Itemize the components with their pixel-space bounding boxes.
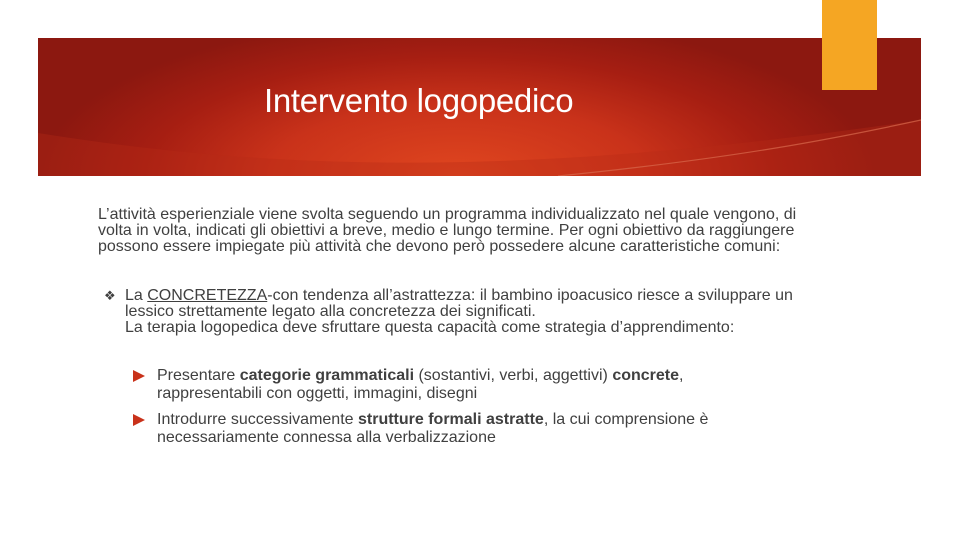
keyword-concretezza: CONCRETEZZA xyxy=(147,287,268,304)
triangle-bullet-icon xyxy=(133,414,145,426)
diamond-bullet-icon: ❖ xyxy=(104,288,116,303)
intro-paragraph: L’attività esperienziale viene svolta seguendo un programma individualizzato nel quale vengono, di volta in volta, indicati gli obiettivi a breve, medio e lungo termine. Per ogni obiettivo da raggiungere possono essere impiegate più attività che devono però possedere alcune caratteristiche comuni: xyxy=(98,206,797,255)
sub-bullet-2-text: Introdurre successivamente strutture formali astratte, la cui comprensione è necessariamente connessa alla verbalizzazione xyxy=(157,411,709,446)
bullet-concretezza xyxy=(125,288,805,336)
slide-title: Intervento logopedico xyxy=(264,82,574,119)
sub-bullet-1-text: Presentare categorie grammaticali (sostantivi, verbi, aggettivi) concrete, rappresentabili con oggetti, immagini, disegni xyxy=(157,367,684,402)
triangle-bullet-icon xyxy=(133,370,145,382)
bullet-rest: -con tendenza all’astrattezza: il bambino ipoacusico riesce a sviluppare un lessico strettamente legato alla concretezza dei significati. xyxy=(125,287,793,320)
accent-bar xyxy=(822,0,877,90)
bullet-line2: La terapia logopedica deve sfruttare questa capacità come strategia d’apprendimento: xyxy=(125,319,735,336)
bullet-prefix: La xyxy=(125,287,148,304)
